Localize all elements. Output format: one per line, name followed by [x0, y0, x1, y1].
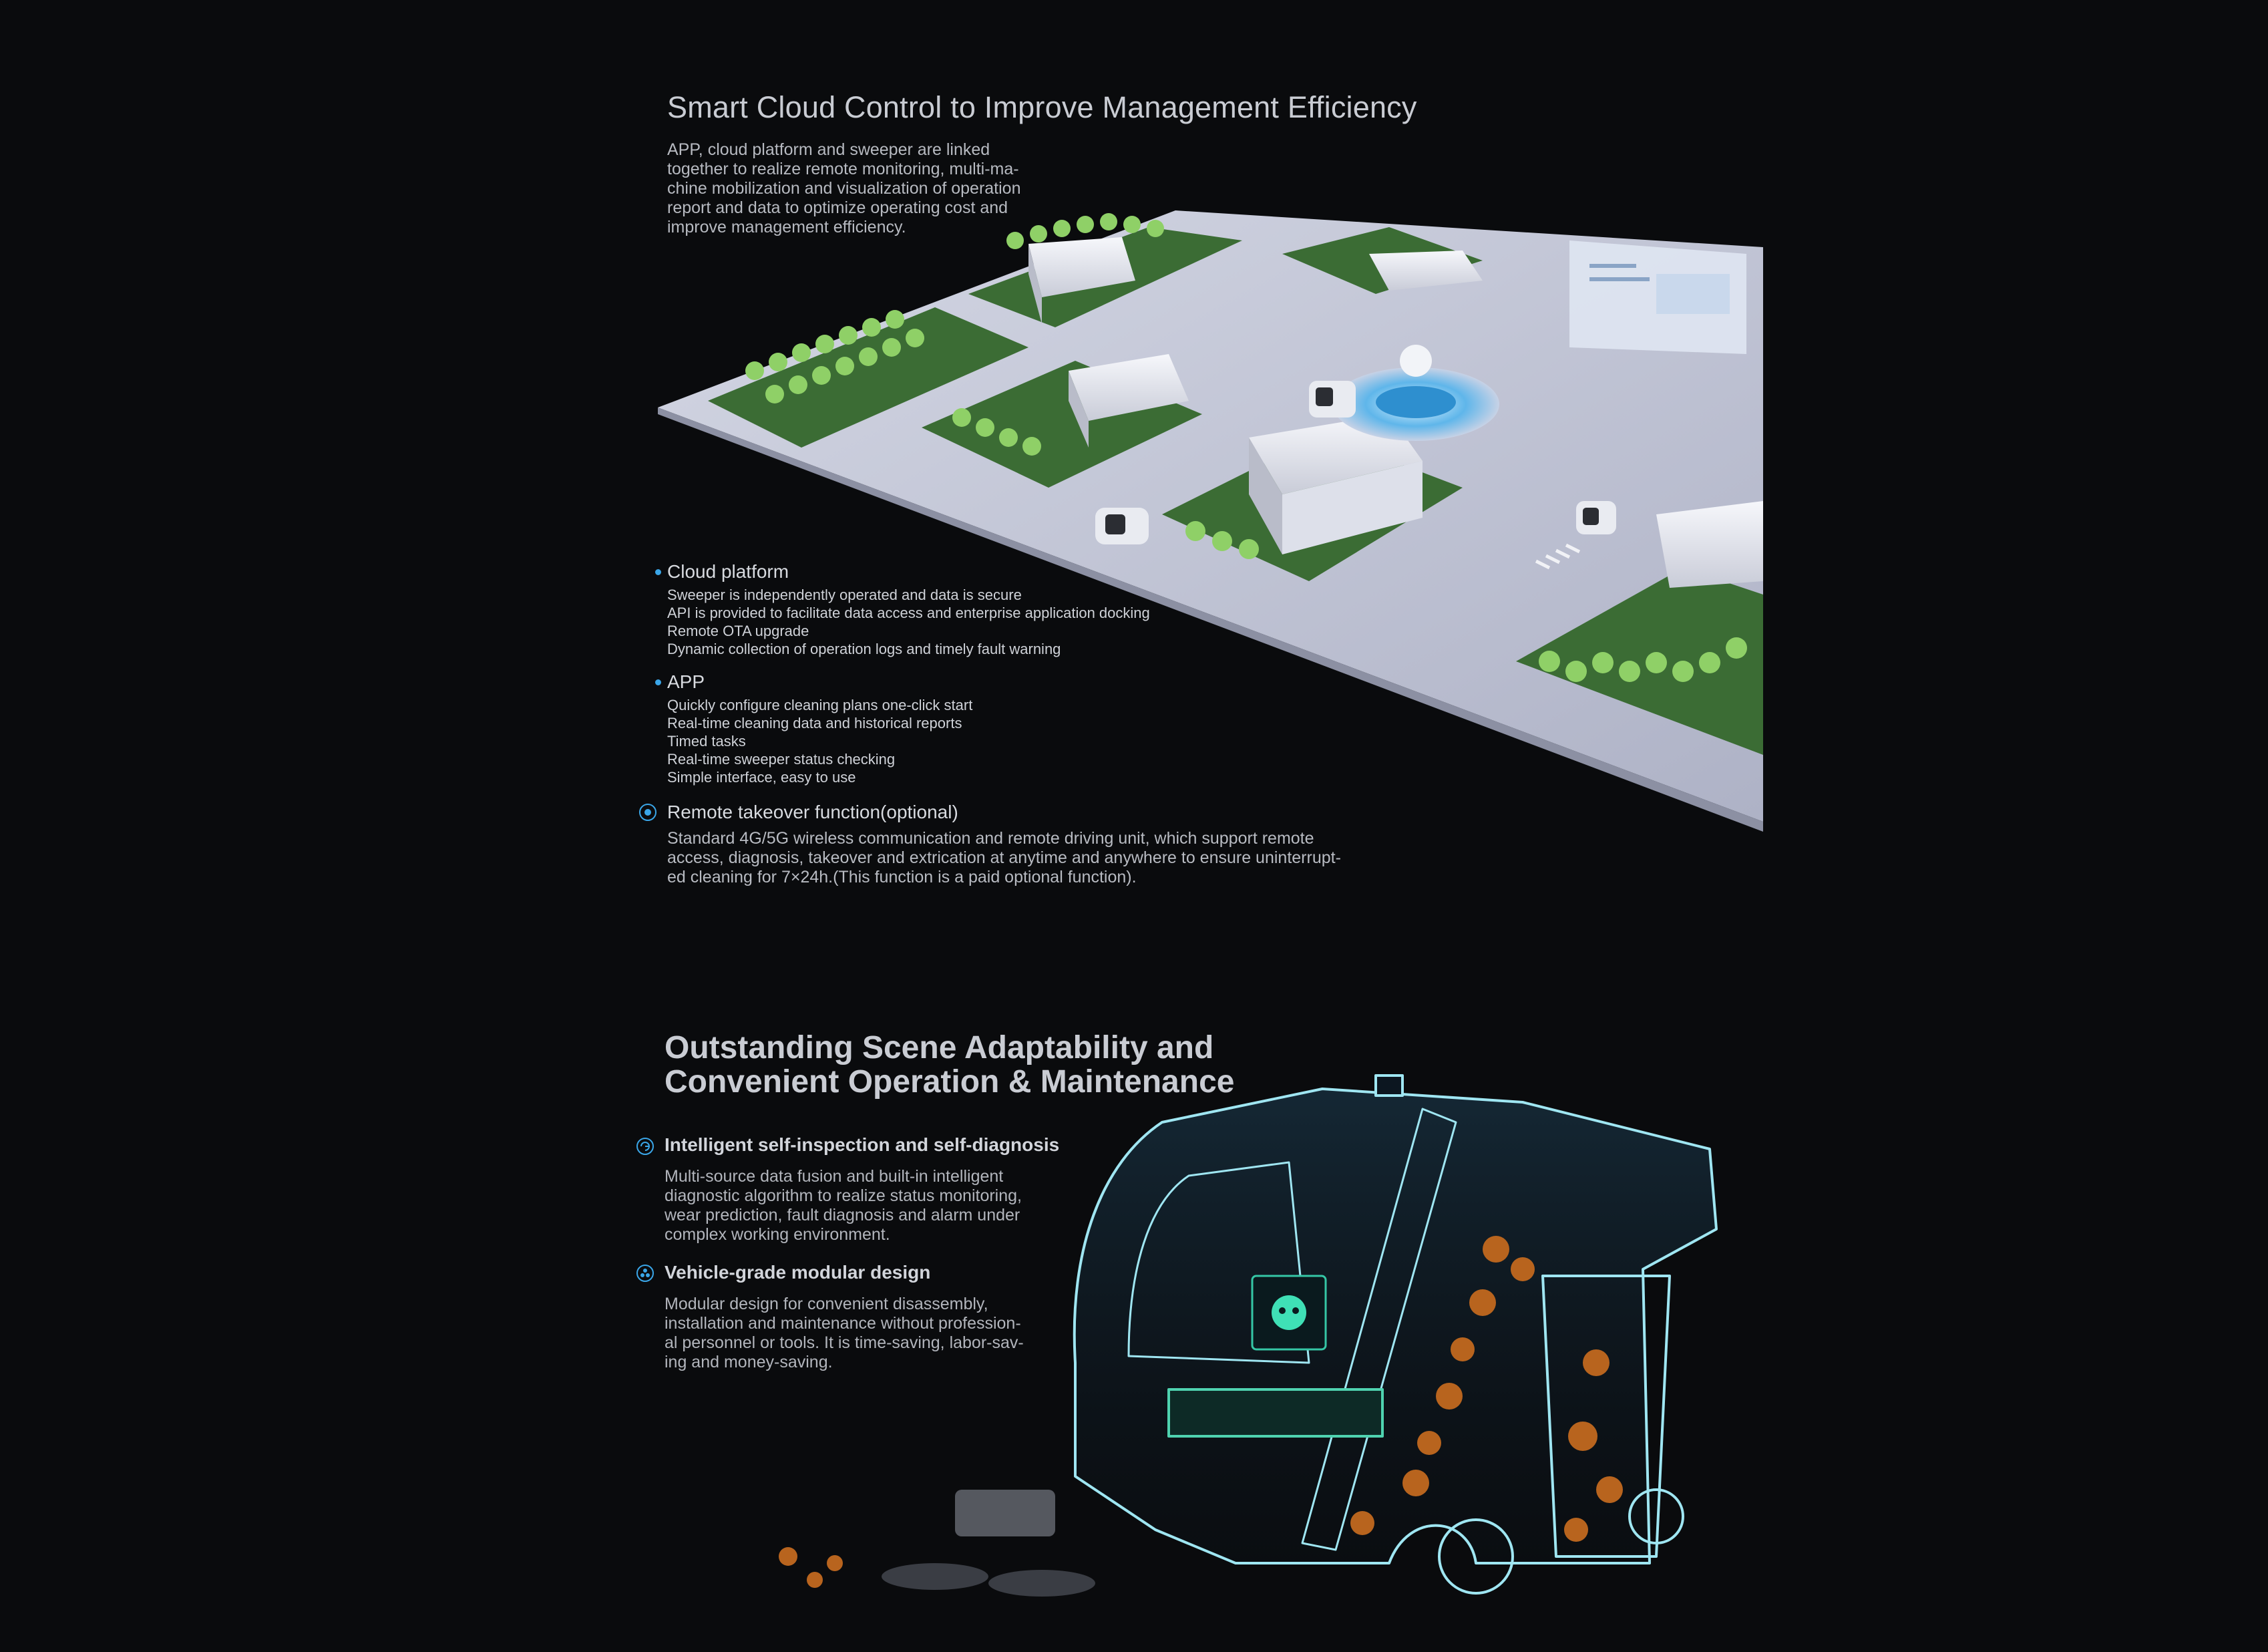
- sweeper-battery: [1169, 1389, 1382, 1436]
- section2-title: [665, 1031, 1234, 1099]
- text-line: al personnel or tools. It is time-saving, labor-sav-: [665, 1333, 1024, 1352]
- list-item: API is provided to facilitate data access and enterprise application docking: [667, 605, 1150, 621]
- modular-design-text: [665, 1295, 1024, 1372]
- list-item: Dynamic collection of operation logs and timely fault warning: [667, 641, 1061, 657]
- text-line: access, diagnosis, takeover and extrication at anytime and anywhere to ensure uninterrupt-: [667, 848, 1341, 867]
- text-line: Standard 4G/5G wireless communication and remote driving unit, which support remote: [667, 829, 1314, 848]
- self-inspection-icon: [636, 1137, 654, 1156]
- sweeper-robot: [1576, 501, 1616, 534]
- list-item: Sweeper is independently operated and data is secure: [667, 587, 1022, 603]
- self-inspection-text: [665, 1167, 1022, 1245]
- text-line: Multi-source data fusion and built-in intelligent: [665, 1167, 1004, 1186]
- remote-takeover-title: Remote takeover function(optional): [667, 802, 958, 822]
- remote-takeover-icon: [638, 803, 657, 822]
- dashboard-panel: [1569, 240, 1746, 354]
- remote-takeover-text: [667, 829, 1435, 887]
- list-item: Real-time sweeper status checking: [667, 751, 896, 768]
- intro-line: chine mobilization and visualization of operation: [667, 179, 1021, 198]
- title-line: Outstanding Scene Adaptability and: [665, 1030, 1214, 1065]
- intro-line: together to realize remote monitoring, multi-ma-: [667, 160, 1019, 178]
- section1-title: Smart Cloud Control to Improve Management Efficiency: [667, 90, 1417, 124]
- title-line: Convenient Operation & Maintenance: [665, 1064, 1235, 1100]
- sweeper-robot: [1309, 381, 1356, 418]
- text-line: Modular design for convenient disassembly,: [665, 1295, 988, 1313]
- location-pin-icon: [1400, 345, 1432, 377]
- fountain-inner: [1376, 386, 1456, 418]
- side-brush: [882, 1490, 1095, 1597]
- intro-line: report and data to optimize operating cost and: [667, 198, 1008, 217]
- text-line: diagnostic algorithm to realize status monitoring,: [665, 1186, 1022, 1205]
- text-line: complex working environment.: [665, 1225, 890, 1244]
- app-list: [667, 696, 972, 786]
- building: [1656, 501, 1763, 588]
- text-line: ed cleaning for 7×24h.(This function is a paid optional function).: [667, 868, 1137, 886]
- text-line: ing and money-saving.: [665, 1353, 833, 1371]
- modular-design-icon: [636, 1264, 654, 1283]
- bullet-dot-icon: [655, 679, 661, 685]
- self-inspection-title: Intelligent self-inspection and self-diagnosis: [665, 1134, 1060, 1155]
- list-item: Quickly configure cleaning plans one-click start: [667, 697, 973, 713]
- modular-design-title: Vehicle-grade modular design: [665, 1262, 931, 1283]
- list-item: Simple interface, easy to use: [667, 769, 856, 786]
- cloud-platform-title: Cloud platform: [667, 561, 789, 582]
- intro-line: APP, cloud platform and sweeper are linked: [667, 140, 990, 159]
- bullet-dot-icon: [655, 569, 661, 575]
- sweeper-robot: [1095, 508, 1149, 544]
- app-title: APP: [667, 671, 705, 692]
- text-line: wear prediction, fault diagnosis and alarm under: [665, 1206, 1020, 1224]
- intro-line: improve management efficiency.: [667, 218, 906, 236]
- robot-face-icon: [1272, 1295, 1306, 1330]
- list-item: Real-time cleaning data and historical reports: [667, 715, 962, 731]
- sweeper-sensor: [1376, 1076, 1402, 1096]
- list-item: Timed tasks: [667, 733, 746, 750]
- text-line: installation and maintenance without profession-: [665, 1314, 1021, 1333]
- list-item: Remote OTA upgrade: [667, 623, 809, 639]
- cloud-platform-list: [667, 586, 1150, 658]
